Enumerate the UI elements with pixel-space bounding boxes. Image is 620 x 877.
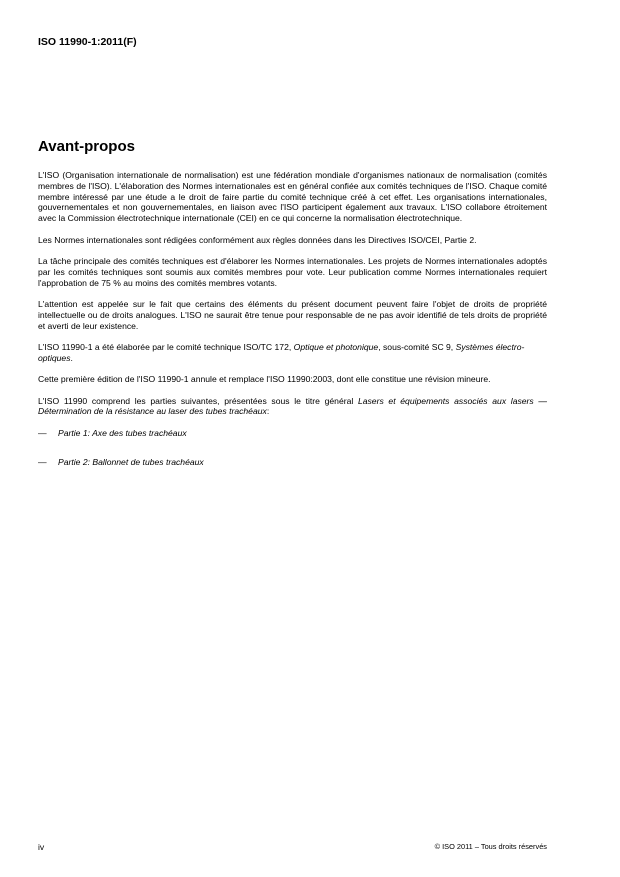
paragraph-patent-rights: L'attention est appelée sur le fait que certains des éléments du présent document peuvent faire l'objet de droits de propriété intellectuelle ou de droits analogues. L'ISO ne saurait être tenue pour responsable de ne pas avoir identifié de tels droits de propriété et averti de leur existence. <box>38 298 547 331</box>
paragraph-edition: Cette première édition de l'ISO 11990-1 annule et remplace l'ISO 11990:2003, dont elle constitue une révision mineure. <box>38 374 491 385</box>
general-title: Lasers et équipements associés aux lasers — Détermination de la résistance au laser des tubes trachéaux <box>38 395 547 417</box>
paragraph-technical-committees: La tâche principale des comités techniques est d'élaborer les Normes internationales. Les projets de Normes internationales adoptés par les comités techniques sont soumis aux comités membres pour vote. Leur publication comme Normes internationales requiert l'approbation de 75 % au moins des comités membres votants. <box>38 255 547 288</box>
dash-bullet: — <box>38 427 47 438</box>
parts-intro-end: : <box>266 406 270 417</box>
part-2-label: Partie 2: Ballonnet de tubes trachéaux <box>58 456 204 467</box>
list-item <box>38 428 547 439</box>
paragraph-iso-organisation: L'ISO (Organisation internationale de normalisation) est une fédération mondiale d'organismes nationaux de normalisation (comités membres de l'ISO). L'élaboration des Normes internationales est en général confiée aux comités techniques de l'ISO. Chaque comité membre intéressé par une étude a le droit de faire partie du comité technique créé à cet effet. Les organisations internationales, gouvernementales et non gouvernementales, en liaison avec l'ISO participent également aux travaux. L'ISO collabore étroitement avec la Commission électrotechnique internationale (CEI) en ce qui concerne la normalisation électrotechnique. <box>38 170 547 224</box>
copyright-notice: © ISO 2011 – Tous droits réservés <box>434 842 547 851</box>
paragraph-parts-intro <box>38 396 547 418</box>
foreword-body <box>38 170 547 485</box>
committee-name: Optique et photonique <box>293 341 379 352</box>
dash-bullet: — <box>38 456 47 467</box>
page-title: Avant-propos <box>38 138 135 155</box>
prepared-by-text: L'ISO 11990-1 a été élaborée par le comité technique ISO/TC 172, <box>38 341 294 352</box>
prepared-by-end: . <box>70 352 73 363</box>
parts-intro-text: L'ISO 11990 comprend les parties suivantes, présentées sous le titre général <box>38 395 358 406</box>
document-id: ISO 11990-1:2011(F) <box>38 36 137 48</box>
page-number: iv <box>38 842 45 852</box>
prepared-by-mid: , sous-comité SC 9, <box>378 341 456 352</box>
subcommittee-name: Systèmes électro-optiques <box>38 341 525 363</box>
paragraph-directives: Les Normes internationales sont rédigées conformément aux règles données dans les Directives ISO/CEI, Partie 2. <box>38 234 477 245</box>
parts-list <box>38 428 547 468</box>
paragraph-prepared-by <box>38 342 547 364</box>
list-item <box>38 457 547 468</box>
part-1-label: Partie 1: Axe des tubes trachéaux <box>58 427 187 438</box>
